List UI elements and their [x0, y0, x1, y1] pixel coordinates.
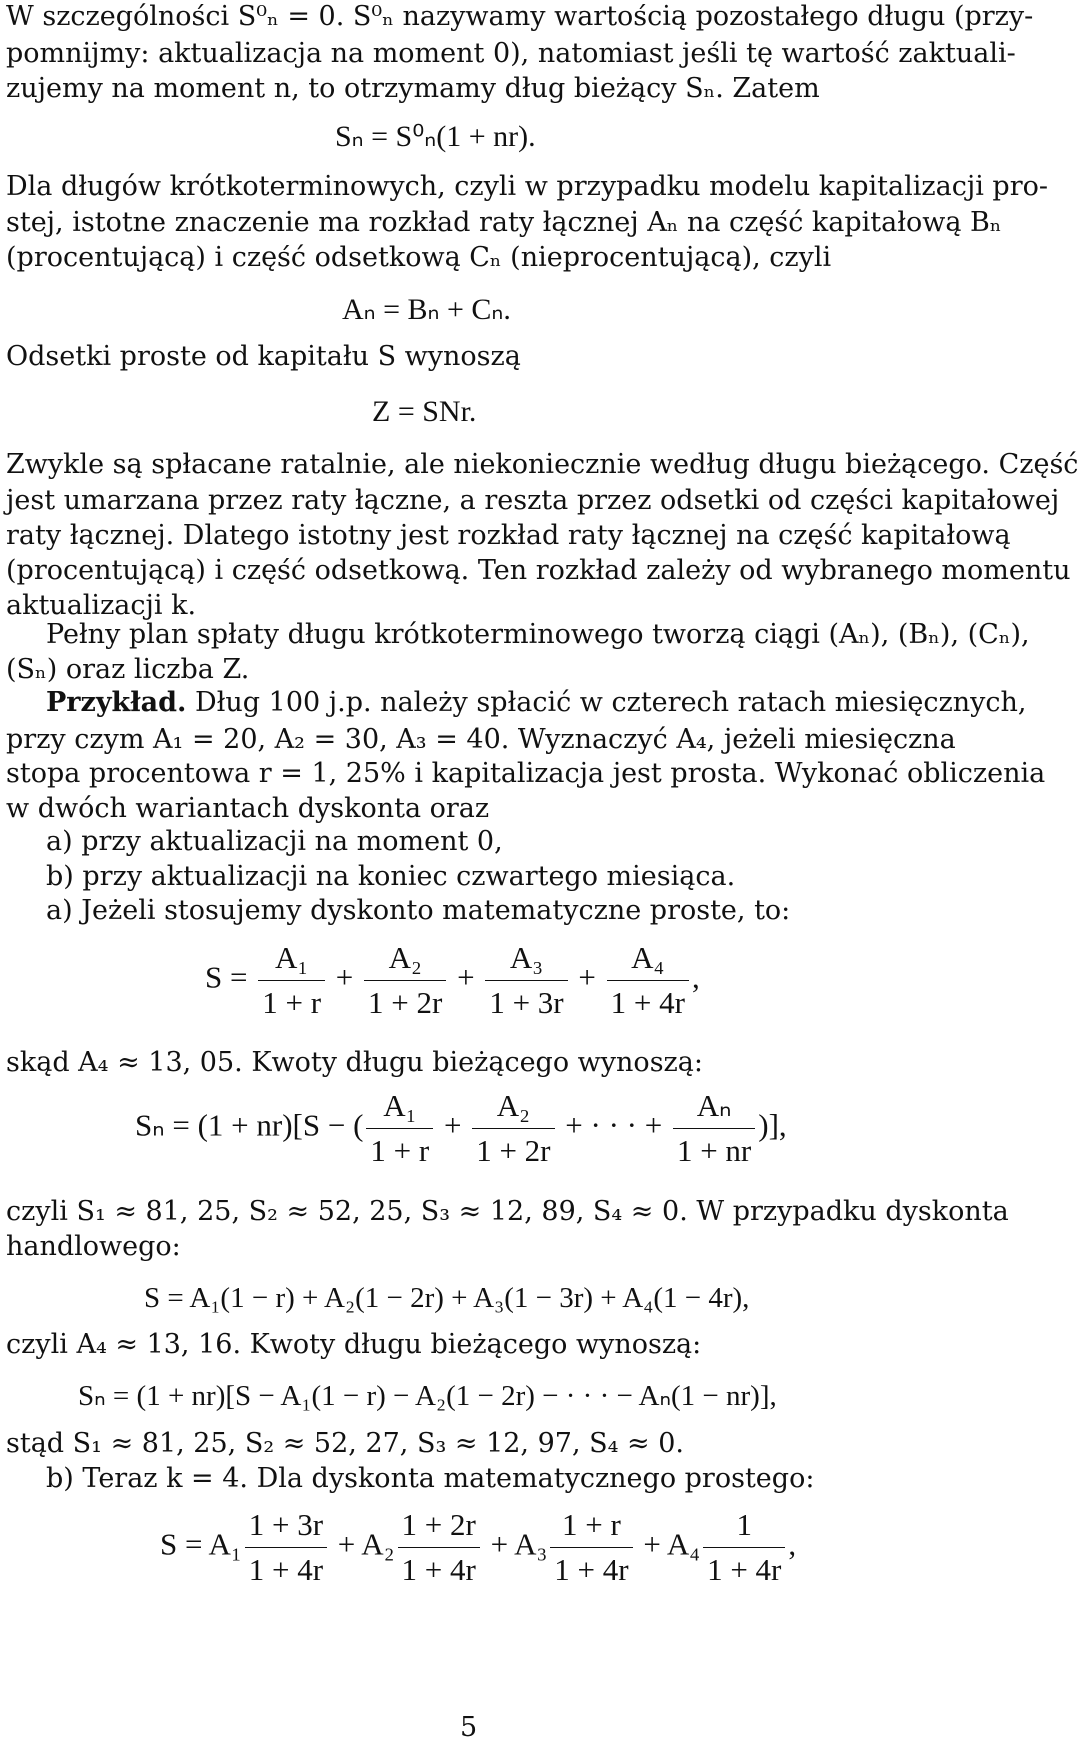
paragraph-line: przy czym A₁ = 20, A₂ = 30, A₃ = 40. Wyznaczyć A₄, jeżeli miesięczna [6, 724, 956, 755]
equation-variant-b [160, 1505, 796, 1590]
equation-lhs: Sₙ = (1 + nr)[S − ( [135, 1107, 364, 1143]
fraction-numerator: A₂ [472, 1086, 554, 1129]
example-heading: Przykład. [46, 687, 187, 718]
paragraph-line: a) Jeżeli stosujemy dyskonto matematyczne proste, to: [46, 895, 791, 926]
fraction-numerator: A₁ [366, 1086, 433, 1129]
fraction [550, 1505, 632, 1590]
plus-sign: + [449, 959, 483, 995]
paragraph-line: Pełny plan spłaty długu krótkoterminowego tworzą ciągi (Aₙ), (Bₙ), (Cₙ), [46, 619, 1030, 650]
term-coefficient: + A₂ [330, 1526, 395, 1562]
fraction-numerator: 1 + 2r [398, 1505, 480, 1548]
term-coefficient: + A₄ [635, 1526, 701, 1562]
equation-lhs: S = A₁ [160, 1526, 242, 1562]
variant-b: b) przy aktualizacji na koniec czwartego miesiąca. [46, 861, 736, 892]
equation-commercial-discount: S = A₁(1 − r) + A₂(1 − 2r) + A₃(1 − 3r) + A₄(1 − 4r), [144, 1282, 750, 1314]
fraction [245, 1505, 327, 1590]
paragraph-line: jest umarzana przez raty łączne, a reszta przez odsetki od części kapitałowej [6, 485, 1060, 516]
fraction-numerator: 1 + r [550, 1505, 632, 1548]
fraction [366, 1086, 433, 1171]
variant-a: a) przy aktualizacji na moment 0, [46, 826, 503, 857]
fraction-numerator: A₄ [607, 938, 689, 981]
fraction-numerator: Aₙ [673, 1086, 755, 1129]
example-text: Dług 100 j.p. należy spłacić w czterech ratach miesięcznych, [186, 687, 1027, 718]
paragraph-line: (procentującą) i część odsetkową Cₙ (nieprocentującą), czyli [6, 242, 832, 273]
fraction-denominator: 1 + 4r [248, 1552, 324, 1587]
paragraph-line: skąd A₄ ≈ 13, 05. Kwoty długu bieżącego wynoszą: [6, 1047, 703, 1078]
plus-sign: + [328, 959, 362, 995]
fraction-denominator: 1 + 4r [610, 985, 685, 1020]
fraction [364, 938, 446, 1023]
fraction-denominator: 1 + 2r [368, 985, 443, 1020]
fraction-numerator: 1 + 3r [245, 1505, 327, 1548]
fraction-denominator: 1 + 2r [476, 1133, 551, 1168]
paragraph-line: zujemy na moment n, to otrzymamy dług bieżący Sₙ. Zatem [6, 73, 820, 104]
punctuation: , [788, 1526, 797, 1562]
equation-installment-split: Aₙ = Bₙ + Cₙ. [342, 293, 511, 326]
equation-current-debt-commercial: Sₙ = (1 + nr)[S − A₁(1 − r) − A₂(1 − 2r) − · · · − Aₙ(1 − nr)], [78, 1380, 777, 1412]
paragraph-line: b) Teraz k = 4. Dla dyskonta matematycznego prostego: [46, 1463, 815, 1494]
ellipsis: + · · · + [557, 1107, 670, 1143]
fraction-denominator: 1 + r [262, 985, 322, 1020]
paragraph-line: stopa procentowa r = 1, 25% i kapitalizacja jest prosta. Wykonać obliczenia [6, 758, 1046, 789]
paragraph-line: pomnijmy: aktualizacja na moment 0), natomiast jeśli tę wartość zaktuali- [6, 38, 1016, 69]
paragraph-line: stąd S₁ ≈ 81, 25, S₂ ≈ 52, 27, S₃ ≈ 12, 97, S₄ ≈ 0. [6, 1428, 684, 1459]
paragraph-line: stej, istotne znaczenie ma rozkład raty łącznej Aₙ na część kapitałową Bₙ [6, 207, 1002, 238]
punctuation: , [691, 959, 700, 995]
fraction [607, 938, 689, 1023]
equation-lhs: S = [205, 959, 256, 995]
plus-sign: + [436, 1107, 470, 1143]
punctuation: )], [758, 1107, 787, 1143]
paragraph-line: czyli A₄ ≈ 13, 16. Kwoty długu bieżącego wynoszą: [6, 1329, 702, 1360]
fraction [398, 1505, 480, 1590]
page-number: 5 [460, 1712, 478, 1743]
fraction-numerator: A₃ [485, 938, 567, 981]
equation-simple-interest: Z = SNr. [372, 395, 477, 428]
paragraph-line: czyli S₁ ≈ 81, 25, S₂ ≈ 52, 25, S₃ ≈ 12, 89, S₄ ≈ 0. W przypadku dyskonta [6, 1196, 1009, 1227]
fraction-denominator: 1 + 3r [489, 985, 564, 1020]
fraction-numerator: 1 [703, 1505, 785, 1548]
paragraph-line: raty łącznej. Dlatego istotny jest rozkład raty łącznej na część kapitałową [6, 520, 1011, 551]
fraction-denominator: 1 + 4r [401, 1552, 476, 1587]
paragraph-line: Dla długów krótkoterminowych, czyli w przypadku modelu kapitalizacji pro- [6, 171, 1049, 202]
fraction-numerator: A₂ [364, 938, 446, 981]
equation-present-value [205, 938, 700, 1023]
fraction [472, 1086, 554, 1171]
fraction-denominator: 1 + r [370, 1133, 430, 1168]
paragraph-line: Odsetki proste od kapitału S wynoszą [6, 341, 521, 372]
fraction-numerator: A₁ [258, 938, 325, 981]
fraction-denominator: 1 + nr [676, 1133, 752, 1168]
paragraph-line: (Sₙ) oraz liczba Z. [6, 654, 250, 685]
paragraph-line: Zwykle są spłacane ratalnie, ale niekoniecznie według długu bieżącego. Część [6, 449, 1078, 480]
paragraph-line: handlowego: [6, 1231, 181, 1262]
paragraph-line: (procentującą) i część odsetkową. Ten rozkład zależy od wybranego momentu [6, 555, 1071, 586]
fraction [703, 1505, 785, 1590]
equation-current-debt-series [135, 1086, 787, 1171]
fraction [485, 938, 567, 1023]
paragraph-line: aktualizacji k. [6, 590, 197, 621]
paragraph-line: W szczególności S⁰ₙ = 0. S⁰ₙ nazywamy wartością pozostałego długu (przy- [6, 1, 1034, 32]
fraction [258, 938, 325, 1023]
plus-sign: + [570, 959, 604, 995]
equation-current-debt: Sₙ = S⁰ₙ(1 + nr). [335, 120, 536, 153]
example-line [46, 686, 1027, 720]
fraction [673, 1086, 755, 1171]
paragraph-line: w dwóch wariantach dyskonta oraz [6, 793, 490, 824]
fraction-denominator: 1 + 4r [554, 1552, 629, 1587]
term-coefficient: + A₃ [482, 1526, 548, 1562]
fraction-denominator: 1 + 4r [707, 1552, 782, 1587]
